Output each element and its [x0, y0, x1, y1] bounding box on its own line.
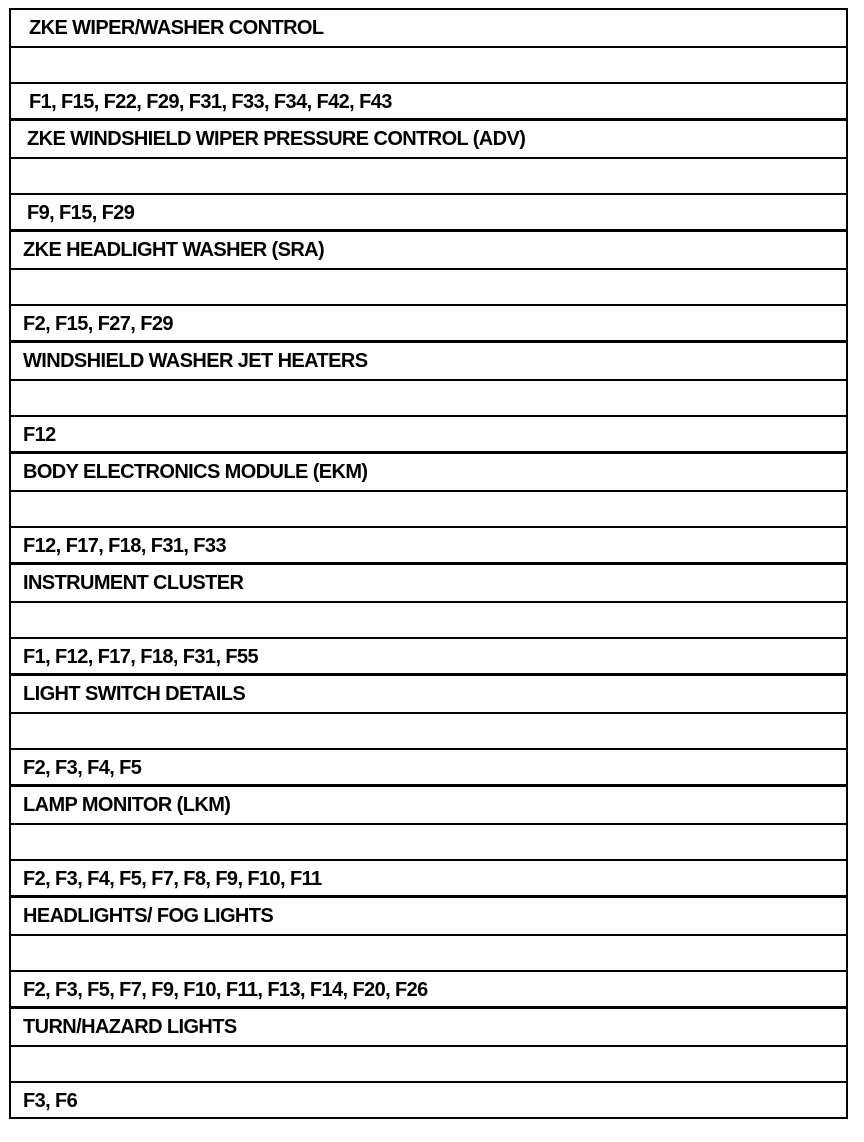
- fuse-list: F1, F15, F22, F29, F31, F33, F34, F42, F43: [11, 82, 846, 118]
- fuse-list: F2, F3, F4, F5: [11, 748, 846, 784]
- fuse-list: F2, F3, F5, F7, F9, F10, F11, F13, F14, F20, F26: [11, 970, 846, 1006]
- section-wiper-pressure-control: [11, 118, 846, 229]
- section-title: INSTRUMENT CLUSTER: [23, 572, 244, 594]
- section-washer-jet-heaters: [11, 340, 846, 451]
- section-title: HEADLIGHTS/ FOG LIGHTS: [23, 905, 274, 927]
- section-light-switch-details: [11, 673, 846, 784]
- blank-row: [11, 46, 846, 82]
- fuse-reference-table: [9, 8, 848, 1119]
- section-title: LAMP MONITOR (LKM): [23, 794, 231, 816]
- blank-row: [11, 379, 846, 415]
- section-headlight-washer: [11, 229, 846, 340]
- blank-row: [11, 712, 846, 748]
- blank-row: [11, 823, 846, 859]
- section-title: BODY ELECTRONICS MODULE (EKM): [23, 461, 368, 483]
- section-turn-hazard-lights: [11, 1006, 846, 1117]
- blank-row: [11, 490, 846, 526]
- blank-row: [11, 1045, 846, 1081]
- fuse-list: F9, F15, F29: [11, 193, 846, 229]
- blank-row: [11, 268, 846, 304]
- section-lamp-monitor: [11, 784, 846, 895]
- section-title: ZKE WINDSHIELD WIPER PRESSURE CONTROL (ADV): [27, 128, 526, 150]
- section-title: ZKE WIPER/WASHER CONTROL: [29, 17, 324, 39]
- fuse-list: F2, F3, F4, F5, F7, F8, F9, F10, F11: [11, 859, 846, 895]
- fuse-list: F1, F12, F17, F18, F31, F55: [11, 637, 846, 673]
- fuse-list: F2, F15, F27, F29: [11, 304, 846, 340]
- section-body-electronics-module: [11, 451, 846, 562]
- blank-row: [11, 934, 846, 970]
- section-title: ZKE HEADLIGHT WASHER (SRA): [23, 239, 325, 261]
- section-headlights-fog-lights: [11, 895, 846, 1006]
- section-instrument-cluster: [11, 562, 846, 673]
- section-wiper-washer-control: [11, 10, 846, 118]
- fuse-list: F3, F6: [11, 1081, 846, 1117]
- section-title: WINDSHIELD WASHER JET HEATERS: [23, 350, 368, 372]
- blank-row: [11, 157, 846, 193]
- fuse-list: F12, F17, F18, F31, F33: [11, 526, 846, 562]
- section-title: TURN/HAZARD LIGHTS: [23, 1016, 237, 1038]
- section-title: LIGHT SWITCH DETAILS: [23, 683, 246, 705]
- blank-row: [11, 601, 846, 637]
- fuse-list: F12: [11, 415, 846, 451]
